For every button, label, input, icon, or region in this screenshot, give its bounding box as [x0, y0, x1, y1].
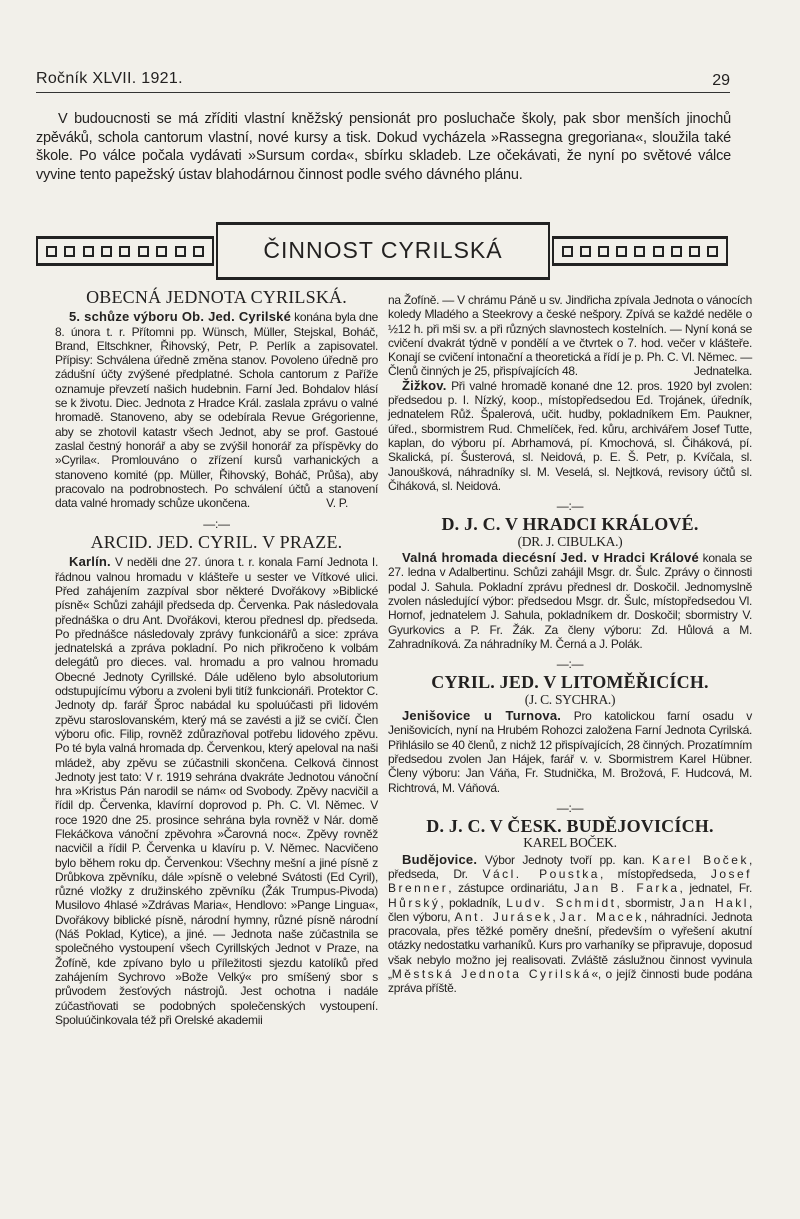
volume-year: Ročník XLVII. 1921.: [36, 70, 183, 87]
budejovice-lead: Budějovice.: [402, 851, 478, 867]
spaced-name: Václ. Poustka: [482, 866, 600, 881]
obecna-signature: V. P.: [326, 496, 348, 511]
budejovice-text: , sbormistr,: [616, 895, 680, 910]
karlin-paragraph: [55, 555, 378, 1027]
spaced-name: Jan Hakl: [679, 895, 749, 910]
section-heading-litomerice: CYRIL. JED. V LITOMĚŘICÍCH.: [431, 672, 709, 693]
karlin-signature: Jednatelka.: [693, 364, 752, 379]
separator: —:—: [556, 499, 584, 514]
litomerice-author: (J. C. SYCHRA.): [524, 691, 616, 707]
banner-ornament-left: [36, 236, 214, 266]
budejovice-text: , předseda, Dr.: [388, 852, 752, 881]
separator: —:—: [556, 657, 584, 672]
litomerice-body: Pro katolickou farní osadu v Jenišovicích, nyní na Hrubém Rohozci založena Farní Jednota Cyrilská. Přihlásilo se 40 členů, z nichž 12 přispívajících, 28 činných. Prozatímním předsedou zvolen Jan Hájek, farář v. v. Sbormistrem Karel Hübner. Členy výboru: Jan Váňa, Fr. Studnička, M. Brožová, F. Hudcová, M. Richtrová, M. Váňová.: [388, 709, 753, 795]
left-column: [55, 287, 378, 1027]
spaced-name: Hůrský: [388, 895, 441, 910]
right-column: [388, 293, 752, 996]
karlin-lead: Karlín.: [69, 554, 111, 570]
spaced-name: Josef Brenner: [388, 866, 752, 896]
intro-paragraph: [36, 110, 731, 184]
spaced-name: Ludv. Schmidt: [506, 895, 617, 910]
hradec-lead: Valná hromada diecésní Jed. v Hradci Králové: [402, 550, 699, 566]
page-number: 29: [712, 72, 730, 89]
obecna-paragraph: [55, 310, 378, 510]
banner-title: ČINNOST CYRILSKÁ: [216, 222, 550, 280]
budejovice-text: Výbor Jednoty tvoří pp. kan.: [477, 852, 653, 867]
section-heading-hradec: D. J. C. V HRADCI KRÁLOVÉ.: [441, 514, 699, 535]
hradec-author: (DR. J. CIBULKA.): [517, 533, 623, 549]
zizkov-body: Při valné hromadě konané dne 12. pros. 1920 byl zvolen: předsedou p. I. Nízký, koop., místopředsedou Ed. Trojánek, úředník, jednatelem Růž. Špalerová, učit. hudby, pokladníkem Em. Paukner, úřed., sbormistrem Rud. Chmelíček, řed. kůru, archivářem Josef Tutte, kaplan, do výboru pí. Abrhamová, pí. Kmochová, sl. Čiháková, pí. Skalická, pí. Šusterová, sl. Neidová, p. E. Š. Petr, p. Kvíčala, sl. Janoušková, náhradníky sl. M. Veselá, sl. Nejtková, revisory účtů sl. Čiháková, sl. Neidová.: [388, 378, 752, 493]
spaced-name: Jar. Macek: [559, 909, 644, 924]
budejovice-text: , zástupce ordinariátu,: [448, 881, 574, 896]
budejovice-author: KAREL BOČEK.: [523, 835, 617, 851]
spaced-name: Jan B. Farka: [573, 881, 680, 896]
budejovice-paragraph: [388, 853, 752, 996]
zizkov-lead: Žižkov.: [402, 377, 447, 393]
budejovice-text: , pokladník,: [440, 895, 507, 910]
karlin-continuation: [388, 293, 752, 379]
section-banner: [36, 222, 728, 280]
litomerice-lead: Jenišovice u Turnova.: [402, 708, 562, 724]
spaced-name: Karel Boček: [652, 852, 749, 867]
section-heading-praha: ARCID. JED. CYRIL. V PRAZE.: [90, 532, 343, 553]
hradec-body: konala se 27. ledna v Adalbertinu. Schůzi zahájil Msgr. dr. Šulc. Zprávy o činnosti podal J. Sahula. Pokladní zprávu přednesl dr. Doskočil. Jednomyslně zvolen následující výbor: předsedou Msgr. dr. Šulc, místopředsedou Vl. Hornof, jednatelem J. Sahula, pokladníkem dr. Doskočil; sbormistry V. Gyurkovics a P. Fr. Žák. Za členy výboru: Zd. Hůlová a M. Zahradníková. Za náhradníky M. Černá a J. Polák.: [388, 551, 752, 651]
section-heading-obecna: OBECNÁ JEDNOTA CYRILSKÁ.: [86, 287, 347, 307]
budejovice-text: ,: [552, 909, 560, 924]
karlin-body: V neděli dne 27. února t. r. konala Farní Jednota I. řádnou valnou hromadu v klášteře u sester ve Vítkové ulici. Před zahájením zazpíval sbor některé Dvořákovy »Biblické písně« Schůzi zahájil předseda dp. Červenka. Pak následovala přednáška o dru Ant. Dvořákovi, kterou přednesl dp. předseda. Po přednášce následovaly zprávy funkcionářů a sice: zpráva jednatelská a zpráva pokladní. Po nich přikročeno k volbám delegátů pro dieces. val. hromadu a pro valnou hromadu Obecné Jednoty Cyrillské. Dále uděleno bylo absolutorium odstupujícímu výboru a zvoleni byli titíž funkcionáři. Protektor C. Jednoty dp. farář Šproc nabádal ku spoluúčasti při lidovém zpěvu staroslovanském, který má se zavésti a již se cvičí. Člen výboru ofic. Filip, rovněž zdůrazňoval potřebu lidového zpěvu. Po té byla valná hromada dp. Červenkou, který apeloval na naši mládež, aby zpěvu se zúčastnili skončena. Celková činnost Jednoty jest tato: V r. 1919 sehrána dvakráte Jednotou vánoční hra »Kristus Pán narodil se nám« od Svobody. Zpěvy nacvičil a řídil dp. Červenka, klavírní doprovod p. Ph. C. Vl. Němec. V roce 1920 dne 25. prosince sehrána byla rovněž v Nár. domě Flekáčkova vánoční zpěvohra »Čarovná noc«. Zpěvy rovněž nacvičil a řídil P. Červenka u klavíru p. V. Němec. Nacvičeno bylo během roku dp. Červenkou: Všechny mešní a jiné písně z Drůbkova zpěvníku, dále »písně o velebné Svátosti (Ed Cyril), různé vložky z družinského zpěvníku (Žák Trumpus-Pivoda) Musilovo 4hlasé »Zdrávas Maria«, Hendlovo: »Pange Lingua«, Dvořákovy biblické písně, národní hymny, různé písně národní (Náš Poklad, Kytice), a jiné. — Jednota naše zúčastnila se společného vystoupení všech Cyrillských Jednot v Praze, na Žofíně, kde zpívano bylo u příležitosti sjezdu katolíků před zahájením Sychrovo »Bože Velký« pro smíšený sbor s průvodem žesťových nástrojů. Jest ochotna i nadále zúčastňovati se podobných společenských vystoupení. Spoluúčinkovala též při Orelské akademii: [55, 555, 378, 1027]
budejovice-text: , člen výboru,: [388, 895, 752, 924]
obecna-lead: 5. schůze výboru Ob. Jed. Cyrilské: [69, 309, 292, 325]
hradec-paragraph: [388, 551, 752, 651]
karlin-body-cont: na Žofíně. — V chrámu Páně u sv. Jindřicha zpívala Jednota o vánocích koledy Mladého a Steekrovy a české nešpory. Zpívá se každé neděle o ½12 h. při mši sv. a při různých slavnostech kostelních. — Nyní koná se cvičení dvakrát týdně v pondělí a ve čtvrtek o 7. hod. večer v klášteře. Konají se cvičení intonační a theoretická a řídí je p. Ph. C. Vl. Němec. — Členů činných je 25, přispívajících 48.: [388, 293, 752, 379]
litomerice-paragraph: [388, 709, 752, 795]
section-heading-budejovice: D. J. C. V ČESK. BUDĚJOVICÍCH.: [426, 816, 714, 837]
zizkov-paragraph: [388, 379, 752, 493]
budejovice-text: , jednatel, Fr.: [679, 881, 752, 896]
intro-text: V budoucnosti se má zříditi vlastní kněžský pensionát pro posluchače školy, pak sbor menších jinochů zpěváků, schola cantorum vlastní, nové kursy a tisk. Dokud vycházela »Rassegna gregoriana«, sloužila také škole. Po válce počala vydávati »Sursum corda«, sbírku skladeb. Lze očekávati, že nyní po světové válce vyvine tento papežský ústav blahodárnou činnost podle svého dávného plánu.: [36, 111, 731, 183]
running-header: [36, 68, 730, 93]
budejovice-text: , místopředseda,: [599, 866, 711, 881]
banner-ornament-right: [552, 236, 728, 266]
budejovice-text: , náhradníci. Jednota pracovala, přes těžké poměry dnešní, především o vyřešení akutní otázky nedostatku varhaníků. Kurs pro varhaníky se připravuje, doposud však nebylo možno jej realisovati. Zvláště záslužnou činnost vyvinula „: [388, 909, 752, 982]
obecna-body: konána byla dne 8. února t. r. Přítomni pp. Wünsch, Müller, Stejskal, Boháč, Brand, Eltschkner, Řihovský, Petr, P. Perlík a zapisovatel. Přípisy: Schválena úředně změna stanov. Povoleno úředně pro zádušní účty zvýšené předplatné. Schola cantorum z Paříže oznamuje převzetí našich hudebnin. Farní Jed. Bohdalov hlásí se k životu. Diec. Jednota z Hradce Král. zaslala zprávu o valné hromadě. Stanoveno, aby se odebírala Revue Grégorienne, aby se zhotovil katastr všech Jednot, aby se prof. Gastoué zaslal čestný honorář a aby se zvýšil honorář za příspěvky do »Cyrila«. Promlouváno o zřízení kursů varhanických a stanoveno komité (pp. Müller, Řihovský, Boháč, Průša), aby pracovalo na podrobnostech. Po schválení účtů a stanovení data valné hromady schůze ukončena.: [55, 310, 378, 511]
spaced-name: Městská Jednota Cyrilská: [391, 967, 592, 982]
budejovice-text: «, o jejíž činnosti bude podána zpráva příště.: [388, 967, 752, 996]
spaced-name: Ant. Jurásek: [454, 909, 553, 924]
separator: —:—: [556, 800, 584, 815]
separator: —:—: [203, 516, 230, 531]
